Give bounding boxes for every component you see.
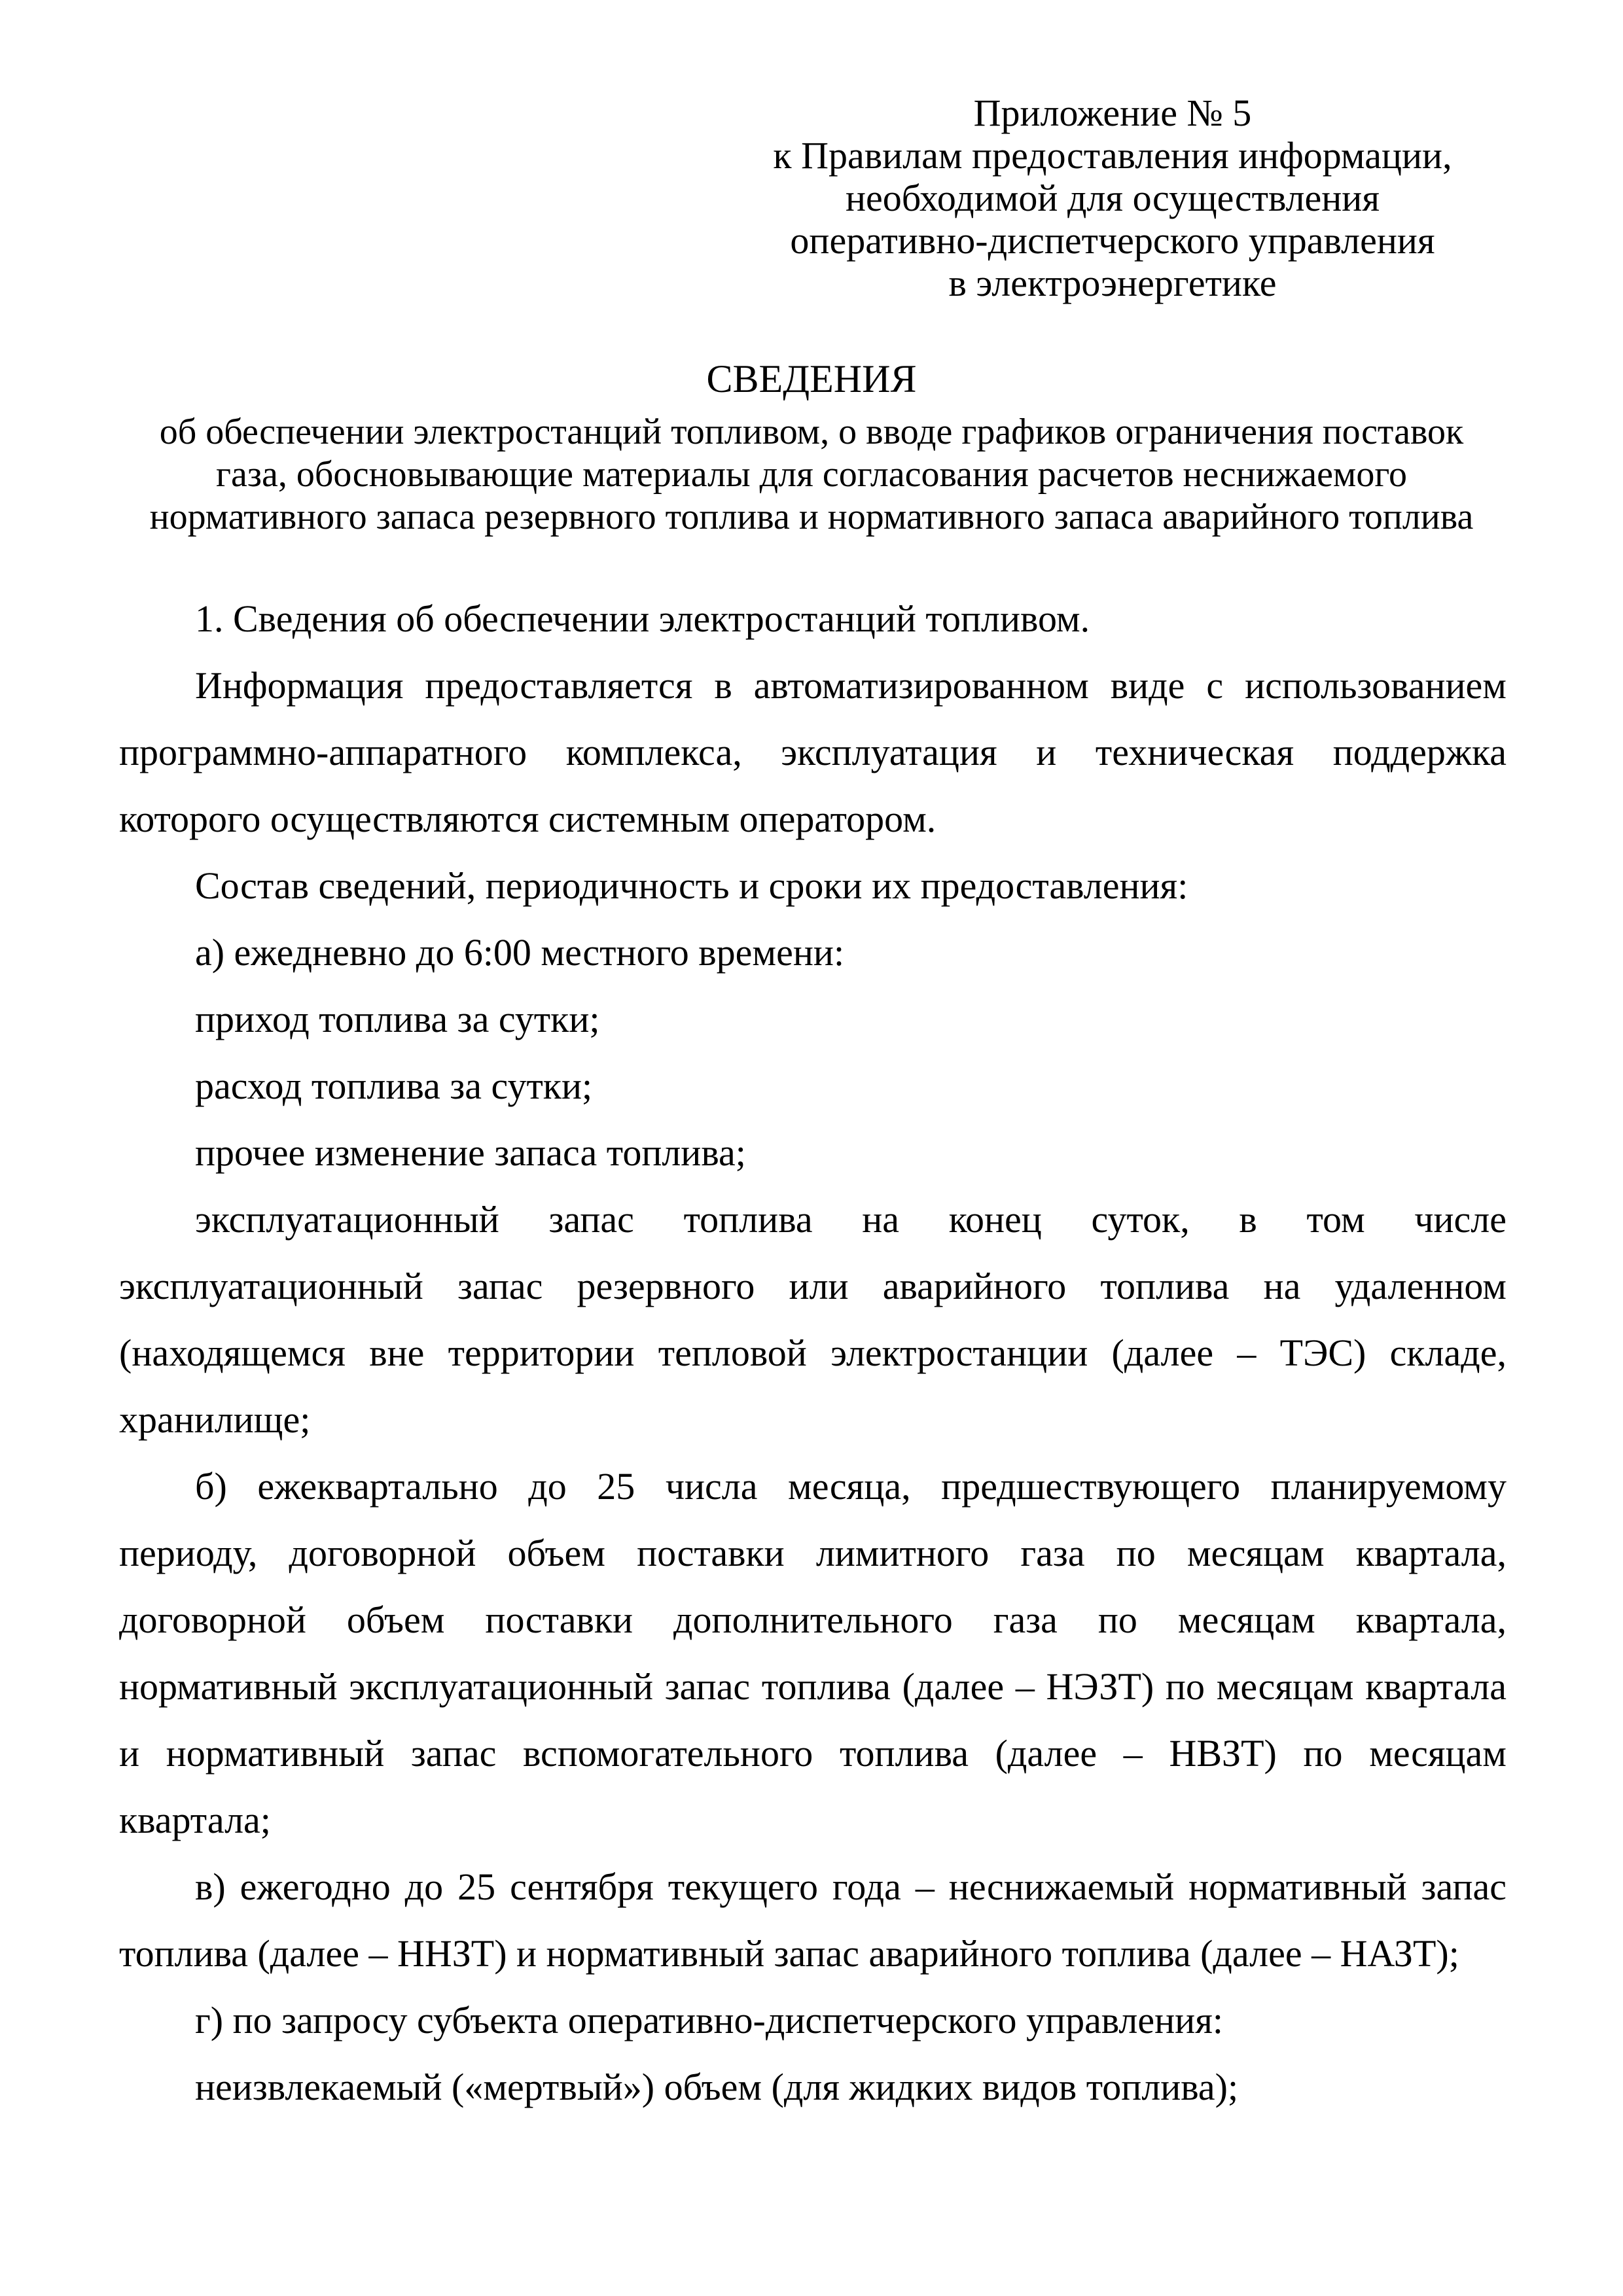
section-heading: 1. Сведения об обеспечении электростанций топливом.	[195, 597, 1090, 640]
list-subitem: расход топлива за сутки;	[195, 1065, 593, 1107]
paragraph-line: эксплуатационный запас топлива на конец суток, в том числе	[195, 1198, 1507, 1241]
paragraph-line: квартала;	[119, 1799, 271, 1841]
subtitle-line: об обеспечении электростанций топливом, о вводе графиков ограничения поставок	[159, 412, 1464, 452]
paragraph-line: хранилище;	[119, 1398, 311, 1441]
operational-reserve-paragraph	[119, 1186, 1507, 1453]
annex-header	[720, 92, 1505, 304]
annex-line: в электроэнергетике	[948, 262, 1277, 304]
list-subitem: неизвлекаемый («мертвый») объем (для жидких видов топлива);	[195, 2066, 1239, 2108]
composition-paragraph: Состав сведений, периодичность и сроки их предоставления:	[195, 864, 1188, 907]
subtitle-line: нормативного запаса резервного топлива и нормативного запаса аварийного топлива	[149, 497, 1474, 537]
paragraph-line: в) ежегодно до 25 сентября текущего года – неснижаемый нормативный запас	[195, 1865, 1507, 1908]
paragraph-line: Информация предоставляется в автоматизированном виде с использованием	[195, 664, 1507, 707]
annex-line: необходимой для осуществления	[845, 177, 1380, 219]
info-paragraph	[119, 652, 1507, 853]
paragraph-line: эксплуатационный запас резервного или аварийного топлива на удаленном	[119, 1265, 1507, 1307]
annex-number: Приложение № 5	[973, 92, 1252, 134]
paragraph-line: и нормативный запас вспомогательного топлива (далее – НВЗТ) по месяцам	[119, 1732, 1507, 1775]
document-subtitle	[118, 411, 1505, 539]
subtitle-line: газа, обосновывающие материалы для согласования расчетов неснижаемого	[216, 454, 1407, 495]
paragraph-line: (находящемся вне территории тепловой электростанции (далее – ТЭС) складе,	[119, 1332, 1507, 1374]
list-item-g: г) по запросу субъекта оперативно-диспетчерского управления:	[195, 1999, 1223, 2041]
list-subitem: приход топлива за сутки;	[195, 998, 600, 1040]
list-item-a: а) ежедневно до 6:00 местного времени:	[195, 931, 845, 974]
paragraph-line: договорной объем поставки дополнительного газа по месяцам квартала,	[119, 1598, 1507, 1641]
paragraph-line: программно-аппаратного комплекса, эксплуатация и техническая поддержка	[119, 731, 1507, 773]
list-item-v	[119, 1854, 1507, 1987]
paragraph-line: нормативный эксплуатационный запас топлива (далее – НЭЗТ) по месяцам квартала	[119, 1665, 1507, 1708]
annex-line: к Правилам предоставления информации,	[773, 134, 1452, 177]
paragraph-line: топлива (далее – ННЗТ) и нормативный запас аварийного топлива (далее – НАЗТ);	[119, 1932, 1459, 1975]
paragraph-line: которого осуществляются системным оператором.	[119, 798, 936, 840]
list-item-b	[119, 1453, 1507, 1854]
list-subitem: прочее изменение запаса топлива;	[195, 1131, 746, 1174]
annex-line: оперативно-диспетчерского управления	[790, 219, 1435, 262]
document-body	[119, 586, 1507, 2121]
document-title: СВЕДЕНИЯ	[706, 357, 917, 400]
paragraph-line: периоду, договорной объем поставки лимитного газа по месяцам квартала,	[119, 1532, 1507, 1574]
paragraph-line: б) ежеквартально до 25 числа месяца, предшествующего планируемому	[195, 1465, 1507, 1508]
